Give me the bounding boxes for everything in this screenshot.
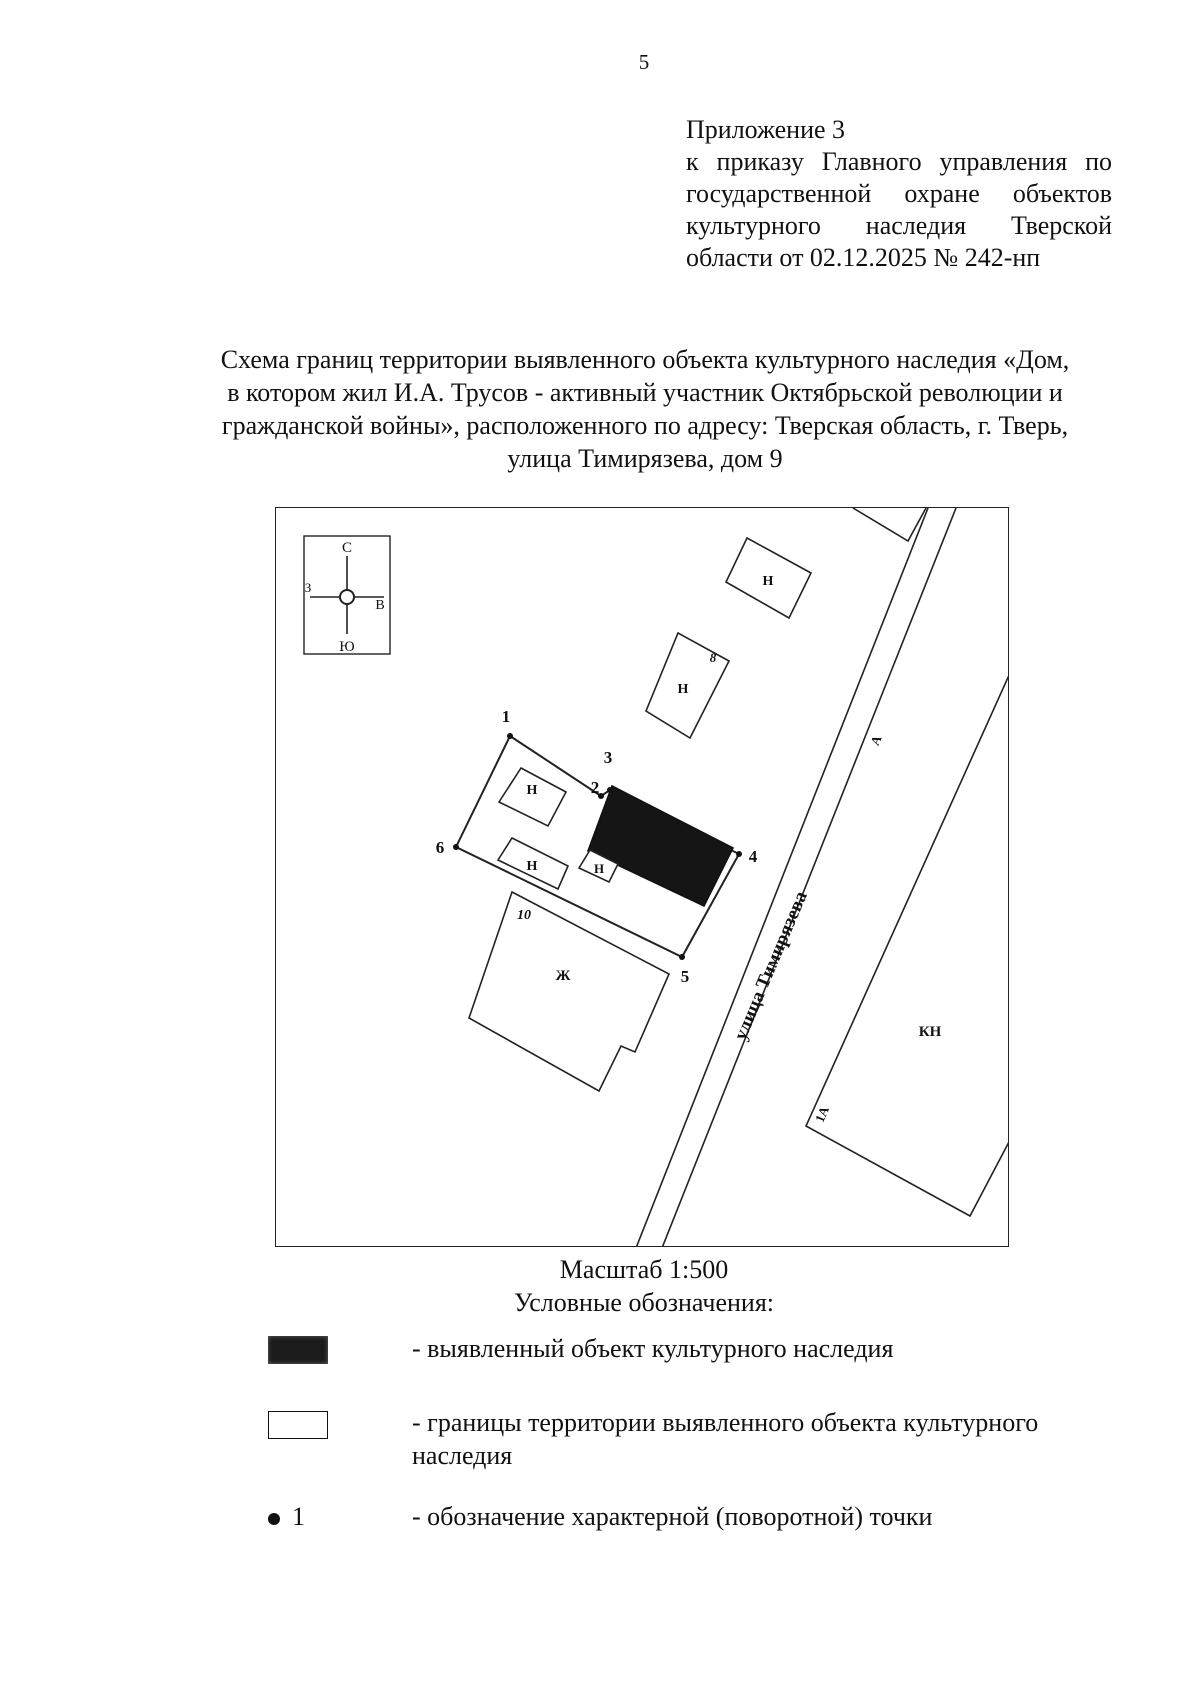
title-line-3: гражданской войны», расположенного по адресу: Тверская область, г. Тверь, <box>221 411 1069 440</box>
house-number-a: А <box>867 732 885 748</box>
legend-heritage-text: - выявленный объект культурного наследия <box>412 1334 894 1363</box>
legend-boundary-text: - границы территории выявленного объекта культурного наследия <box>412 1408 1039 1470</box>
appendix-line-4: культурного наследия Тверской <box>686 211 1112 240</box>
boundary-map <box>275 507 1009 1247</box>
building-residential-10 <box>469 892 669 1091</box>
appendix-line-1: Приложение 3 <box>686 115 846 144</box>
legend-point-text: - обозначение характерной (поворотной) точки <box>412 1502 933 1531</box>
point-label-3: 3 <box>603 748 613 767</box>
point-label-5: 5 <box>680 967 690 986</box>
point-label-6: 6 <box>435 838 445 857</box>
point-marker-4 <box>736 851 742 857</box>
building-kn <box>806 673 1009 1216</box>
point-dot-icon <box>268 1513 280 1525</box>
point-label-1: 1 <box>501 707 511 726</box>
compass-north-label: С <box>341 540 353 556</box>
compass-east-label: В <box>375 598 385 613</box>
building-kn-label: КН <box>918 1024 942 1040</box>
building-residential-label: Ж <box>555 968 571 984</box>
house-number-8: 8 <box>709 650 717 665</box>
legend-point-symbol <box>268 1500 305 1533</box>
point-label-2: 2 <box>590 778 600 797</box>
building-n-3-label: Н <box>593 861 605 876</box>
page-number: 5 <box>638 50 650 74</box>
building-n-8-label: Н <box>677 682 689 697</box>
appendix-line-5: области от 02.12.2025 № 242-нп <box>686 243 1041 272</box>
map-scale: Масштаб 1:500 <box>559 1255 729 1284</box>
appendix-line-2: к приказу Главного управления по <box>686 147 1112 176</box>
legend-point-number: 1 <box>292 1502 305 1531</box>
legend-title: Условные обозначения: <box>513 1288 775 1317</box>
point-marker-6 <box>453 844 459 850</box>
title-line-1: Схема границ территории выявленного объекта культурного наследия «Дом, <box>220 345 1070 374</box>
house-number-10: 10 <box>517 908 531 923</box>
legend-boundary-swatch <box>268 1411 328 1439</box>
point-label-4: 4 <box>748 847 758 866</box>
point-marker-5 <box>679 954 685 960</box>
heritage-object <box>588 786 733 906</box>
point-marker-1 <box>507 733 513 739</box>
building-n-top-label: Н <box>762 574 774 589</box>
map-drawing <box>276 508 1009 1247</box>
appendix-header <box>686 114 1112 274</box>
legend-heritage-swatch <box>268 1336 328 1364</box>
document-title <box>150 343 1140 475</box>
compass-south-label: Ю <box>339 639 355 655</box>
street-name-label: улица Тимирязева <box>730 888 812 1044</box>
building-top-edge <box>853 508 926 541</box>
building-n-2-label: Н <box>526 859 538 874</box>
appendix-line-3: государственной охране объектов <box>686 179 1112 208</box>
compass-center <box>340 590 354 604</box>
compass-west-label: З <box>304 580 312 595</box>
house-number-1a: 1А <box>811 1103 832 1125</box>
point-marker-3 <box>607 787 613 793</box>
compass-rose <box>304 536 390 655</box>
title-line-2: в котором жил И.А. Трусов - активный участник Октябрьской революции и <box>227 378 1063 407</box>
building-n-1-label: Н <box>526 783 538 798</box>
title-line-4: улица Тимирязева, дом 9 <box>507 444 783 473</box>
